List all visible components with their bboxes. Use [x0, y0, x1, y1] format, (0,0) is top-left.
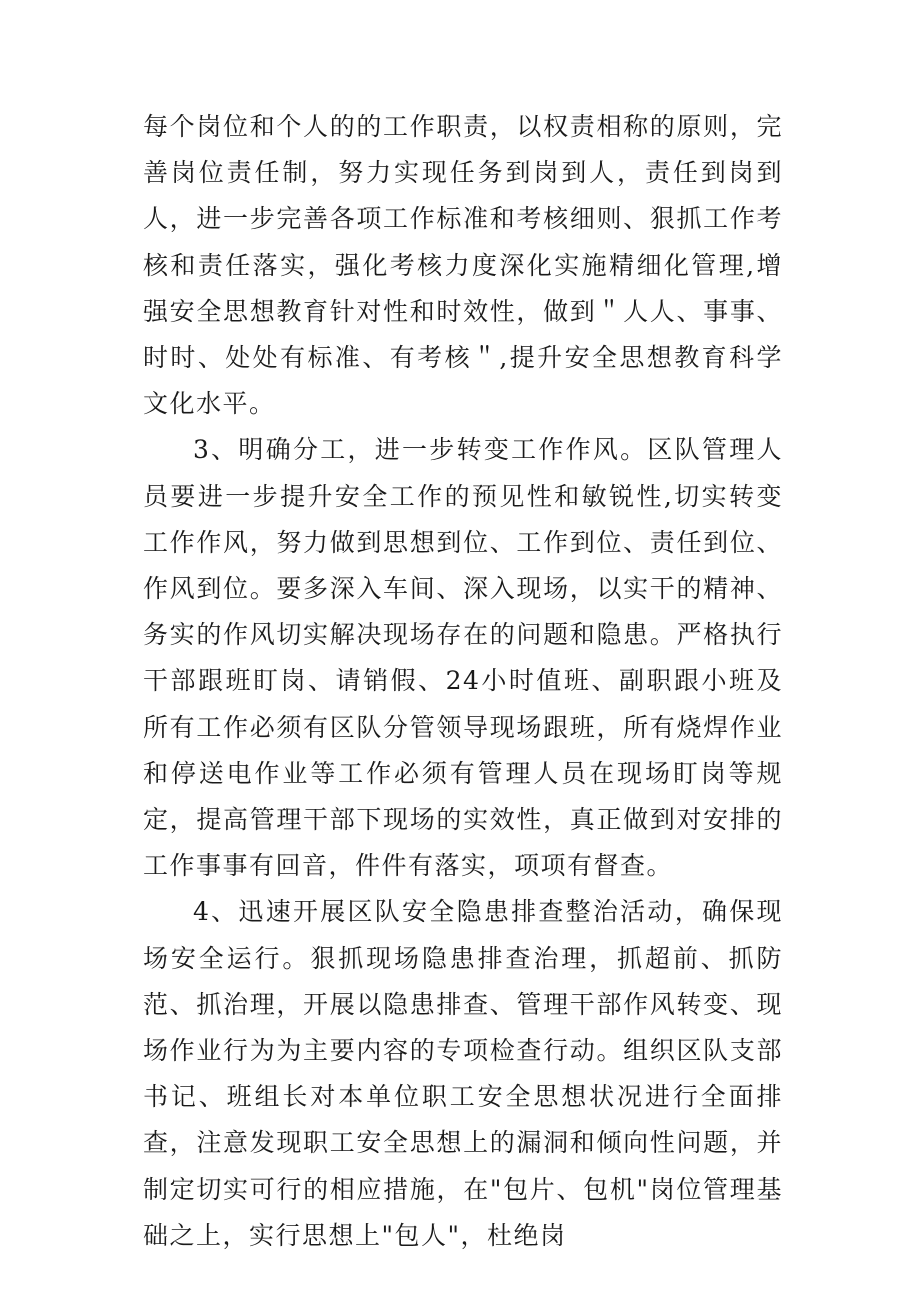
paragraph-responsibility-system: 每个岗位和个人的的工作职责，以权责相称的原则，完善岗位责任制，努力实现任务到岗到人，责任到岗到人，进一步完善各项工作标准和考核细则、狠抓工作考核和责任落实，强化考核力度深化实施精细化管理,增强安全思想教育针对性和时效性，做到＂人人、事事、时时、处处有标准、有考核＂,提升安全思想教育科学文化水平。 — [143, 112, 783, 419]
document-body — [143, 104, 783, 1259]
paragraph-item-3-work-style: 3、明确分工，进一步转变工作作风。区队管理人员要进一步提升安全工作的预见性和敏锐性,切实转变工作作风，努力做到思想到位、工作到位、责任到位、作风到位。要多深入车间、深入现场，以实干的精神、务实的作风切实解决现场存在的问题和隐患。严格执行干部跟班盯岗、请销假、24小时值班、副职跟小班及所有工作必须有区队分管领导现场跟班，所有烧焊作业和停送电作业等工作必须有管理人员在现场盯岗等规定，提高管理干部下现场的实效性，真正做到对安排的工作事事有回音，件件有落实，项项有督查。 — [143, 435, 783, 881]
paragraph-item-4-hazard-inspection: 4、迅速开展区队安全隐患排查整治活动，确保现场安全运行。狠抓现场隐患排查治理，抓超前、抓防范、抓治理，开展以隐患排查、管理干部作风转变、现场作业行为为主要内容的专项检查行动。组织区队支部书记、班组长对本单位职工安全思想状况进行全面排查，注意发现职工安全思想上的漏洞和倾向性问题，并制定切实可行的相应措施，在"包片、包机"岗位管理基础之上，实行思想上"包人"，杜绝岗 — [143, 897, 783, 1250]
